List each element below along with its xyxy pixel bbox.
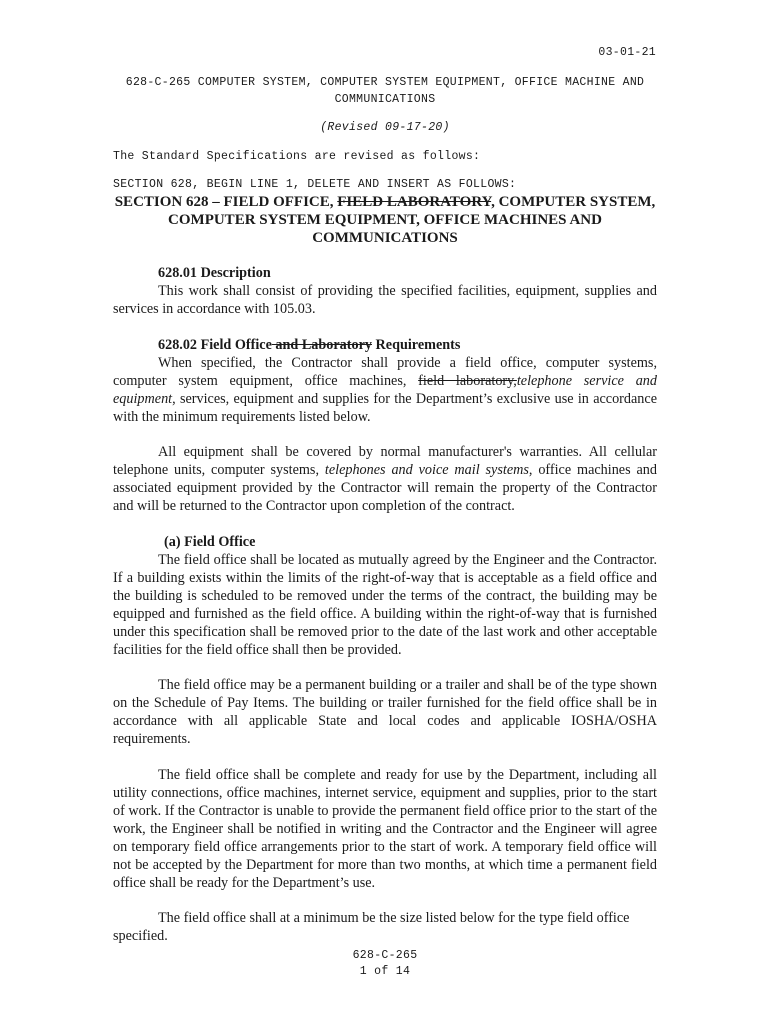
footer-code: 628-C-265: [352, 949, 418, 962]
p2-text-b: , office machines and associated equipment provided by the Contractor will remain the property of the Contractor and will be returned to the Contractor upon completion of the contract.: [113, 462, 657, 514]
paragraph-628-02-2: [113, 443, 657, 515]
field-office-p4-text: The field office shall at a minimum be the size listed below for the type field office specified.: [113, 910, 630, 944]
p1-text-b: , services, equipment and supplies for the Department’s exclusive use in accordance with the minimum requirements listed below.: [113, 391, 657, 425]
page-footer: [113, 948, 657, 980]
document-date: 03-01-21: [598, 46, 656, 59]
section-title: [113, 193, 657, 247]
section-title-struck: FIELD LABORATORY: [337, 194, 492, 210]
field-office-paragraph-3: [113, 766, 657, 892]
field-office-p3-text: The field office shall be complete and ready for use by the Department, including all utility connections, office machines, internet service, equipment and supplies, prior to the start of work. If the Contractor is unable to provide the permanent field office prior to the start of the work, the Engineer shall be notified in writing and the Contractor and the Engineer will agree on temporary field office arrangements prior to the start of work. A temporary field office will not be accepted by the Department for more than two months, at which time a permanent field office shall be ready for the Department’s use.: [113, 767, 657, 891]
section-title-prefix: SECTION 628 – FIELD OFFICE,: [114, 194, 338, 210]
field-office-paragraph-4: [113, 909, 657, 945]
document-title: 628-C-265 COMPUTER SYSTEM, COMPUTER SYSTEM EQUIPMENT, OFFICE MACHINE AND COMMUNICATIONS: [125, 76, 645, 106]
heading-628-02-part-b: Requirements: [371, 337, 461, 353]
field-office-p1-text: The field office shall be located as mutually agreed by the Engineer and the Contractor. If a building exists within the limits of the right-of-way that is acceptable as a field office and the building is scheduled to be removed under the terms of the contract, the building may be equipped and furnished as the field office. A building within the right-of-way that is furnished under this specification shall be removed prior to the date of the last work and other acceptable facilities for the field office shall then be provided.: [113, 552, 657, 658]
heading-628-01: [113, 264, 657, 282]
revision-note: (Revised 09-17-20): [320, 121, 450, 134]
field-office-heading-text: (a) Field Office: [164, 534, 256, 550]
heading-628-01-text: 628.01 Description: [158, 265, 271, 281]
paragraph-628-01: [113, 282, 657, 318]
heading-628-02: [113, 336, 657, 354]
p2-text-a: All equipment shall be covered by normal manufacturer's warranties. All cellular telephone units, computer systems,: [113, 444, 657, 478]
intro-line: The Standard Specifications are revised as follows:: [113, 150, 481, 163]
paragraph-628-01-text: This work shall consist of providing the specified facilities, equipment, supplies and services in accordance with 105.03.: [113, 283, 657, 317]
p2-italic: telephones and voice mail systems: [324, 462, 529, 478]
field-office-paragraph-1: [113, 551, 657, 659]
section-title-suffix: , COMPUTER SYSTEM, COMPUTER SYSTEM EQUIPMENT, OFFICE MACHINES AND COMMUNICATIONS: [168, 194, 656, 246]
heading-628-02-part-a: 628.02 Field Office: [158, 337, 272, 353]
page-number: 1 of 14: [359, 965, 411, 978]
section-628-01: [113, 264, 657, 318]
p1-text-a: When specified, the Contractor shall provide a field office, computer systems, computer system equipment, office machines,: [113, 355, 657, 389]
edit-instruction: SECTION 628, BEGIN LINE 1, DELETE AND INSERT AS FOLLOWS:: [113, 178, 517, 191]
field-office-heading: [113, 533, 657, 551]
section-628-02: [113, 336, 657, 426]
field-office-paragraph-2: [113, 676, 657, 748]
paragraph-628-02-1: [113, 354, 657, 426]
p1-struck: field laboratory,: [418, 373, 517, 389]
heading-628-02-struck: and Laboratory: [271, 337, 372, 353]
p1-italic: telephone service and equipment: [113, 373, 657, 407]
field-office-p2-text: The field office may be a permanent building or a trailer and shall be of the type shown on the Schedule of Pay Items. The building or trailer furnished for the field office shall be in accordance with all applicable State and local codes and applicable IOSHA/OSHA requirements.: [113, 677, 657, 747]
